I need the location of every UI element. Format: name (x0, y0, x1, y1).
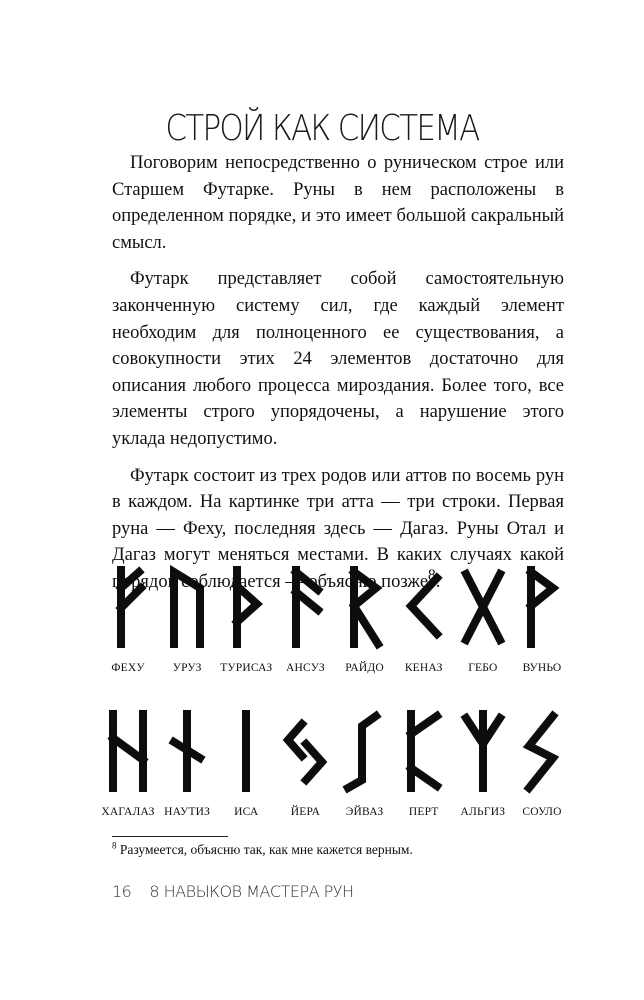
page-footer (112, 882, 354, 901)
rune-kenaz (396, 566, 452, 674)
footnote-marker: 8 (428, 566, 436, 584)
page-title: СТРОЙ КАК СИСТЕМА (165, 108, 479, 149)
rune-hagalaz (100, 710, 156, 818)
eihwaz-rune-icon (342, 710, 388, 792)
rune-label: КЕНАЗ (404, 662, 443, 674)
rune-isa (218, 710, 274, 818)
paragraph-2: Футарк представляет собой самостоятельную законченную систему сил, где каждый элемент необходим для полноценного ее существования, а совокупности этих 24 элементов достаточно для описания любого процесса мироздания. Более того, все элементы строго упорядочены, а нарушение этого уклада недопустимо. (112, 269, 564, 449)
footnote-number: 8 (112, 840, 117, 851)
rune-fehu (100, 566, 156, 674)
thurisaz-rune-icon (223, 566, 269, 648)
rune-ansuz (277, 566, 333, 674)
rune-label: АЛЬГИЗ (460, 806, 506, 818)
footnote-divider (112, 836, 228, 837)
rune-perth (396, 710, 452, 818)
rune-algiz (455, 710, 511, 818)
ansuz-rune-icon (282, 566, 328, 648)
nauthiz-rune-icon (164, 710, 210, 792)
gebo-rune-icon (460, 566, 506, 648)
rune-sowulo (514, 710, 570, 818)
rune-row-2 (100, 710, 570, 818)
rune-jera (277, 710, 333, 818)
rune-row-1 (100, 566, 570, 674)
rune-label: СОУЛО (522, 806, 562, 818)
rune-label: РАЙДО (345, 662, 384, 674)
rune-label: ХАГАЛАЗ (101, 806, 155, 818)
rune-gebo (455, 566, 511, 674)
paragraph-3: Футарк состоит из трех родов или аттов по восемь рун в каждом. На картинке три атта — три строки. Первая руна — Феху, последняя здесь — Дагаз. Руны Отал и Дагаз могут меняться местами. В каких случаях какой порядок соблюдается — объясню позже$^8$. (112, 465, 564, 592)
rune-thurisaz (218, 566, 274, 674)
rune-label: АНСУЗ (285, 662, 325, 674)
rune-raido (337, 566, 393, 674)
rune-label: ЭЙВАЗ (345, 806, 384, 818)
rune-uruz (159, 566, 215, 674)
rune-label: УРУЗ (172, 662, 202, 674)
page-number: 16 (112, 882, 132, 901)
rune-label: ТУРИСАЗ (220, 662, 273, 674)
sowulo-rune-icon (519, 710, 565, 792)
footnote (112, 842, 413, 858)
rune-label: ИСА (234, 806, 259, 818)
rune-label: ФЕХУ (111, 662, 145, 674)
kenaz-rune-icon (401, 566, 447, 648)
fehu-rune-icon (105, 566, 151, 648)
rune-label: ЙЕРА (290, 806, 321, 818)
footnote-text: Разумеется, объясню так, как мне кажется верным. (119, 842, 413, 857)
perth-rune-icon (401, 710, 447, 792)
jera-rune-icon (282, 710, 328, 792)
algiz-rune-icon (460, 710, 506, 792)
rune-eihwaz (337, 710, 393, 818)
paragraph-3-text: Футарк состоит из трех родов или аттов по восемь рун в каждом. На картинке три атта — три строки. Первая руна — Феху, последняя здесь — Дагаз. Руны Отал и Дагаз могут меняться местами. В каких случаях какой порядок соблюдается — объясню позже (112, 465, 564, 592)
running-title: 8 НАВЫКОВ МАСТЕРА РУН (149, 882, 354, 901)
paragraph-1: Поговорим непосредственно о руническом строе или Старшем Футарке. Руны в нем расположены в определенном порядке, и это имеет большой сакральный смысл. (112, 153, 564, 253)
hagalaz-rune-icon (105, 710, 151, 792)
wunjo-rune-icon (519, 566, 565, 648)
rune-label: ПЕРТ (408, 806, 439, 818)
raido-rune-icon (342, 566, 388, 648)
uruz-rune-icon (164, 566, 210, 648)
rune-wunjo (514, 566, 570, 674)
rune-label: ГЕБО (468, 662, 498, 674)
rune-label: НАУТИЗ (164, 806, 211, 818)
body-text (112, 150, 564, 606)
rune-label: ВУНЬО (522, 662, 562, 674)
isa-rune-icon (223, 710, 269, 792)
rune-nauthiz (159, 710, 215, 818)
